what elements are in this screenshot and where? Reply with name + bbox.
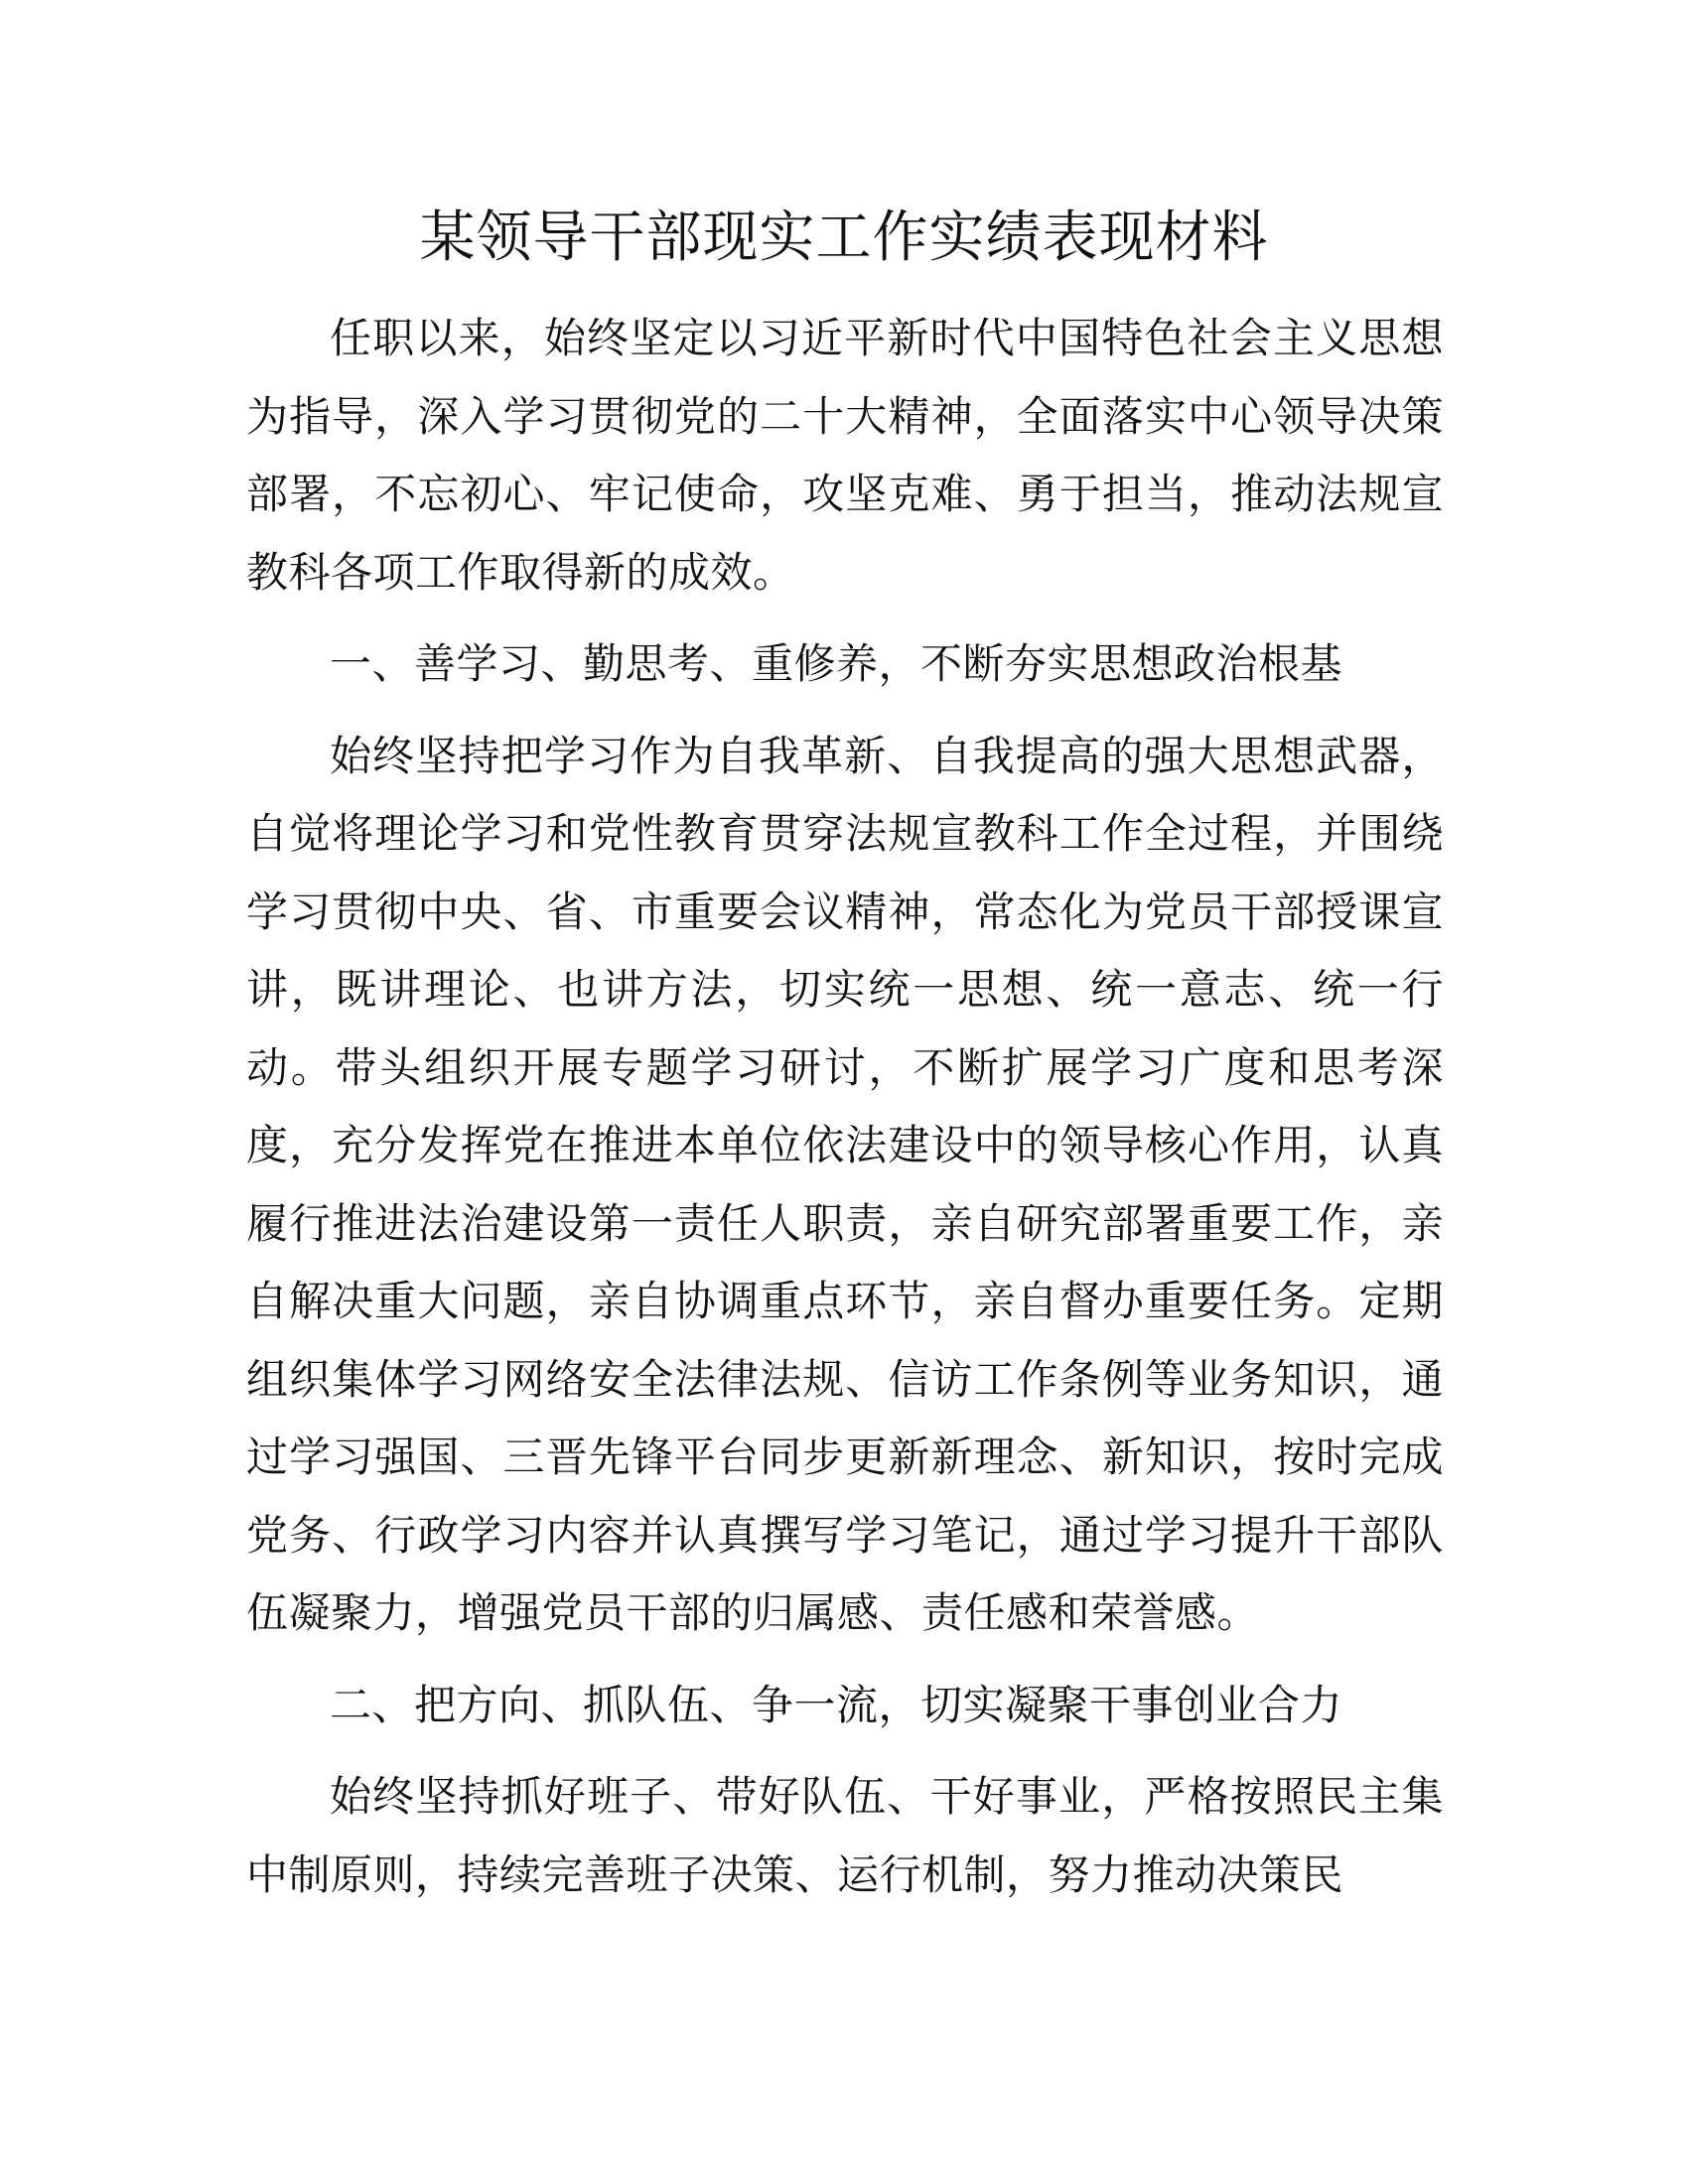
section-heading-2: 二、把方向、抓队伍、争一流，切实凝聚干事创业合力 bbox=[330, 1680, 1343, 1729]
document-body bbox=[246, 300, 1444, 1914]
section-1-paragraph: 始终坚持把学习作为自我革新、自我提高的强大思想武器，自觉将理论学习和党性教育贯穿法规宣教科工作全过程，并围绕学习贯彻中央、省、市重要会议精神，常态化为党员干部授课宣讲，既讲理论、也讲方法，切实统一思想、统一意志、统一行动。带头组织开展专题学习研讨，不断扩展学习广度和思考深度，充分发挥党在推进本单位依法建设中的领导核心作用，认真履行推进法治建设第一责任人职责，亲自研究部署重要工作，亲自解决重大问题，亲自协调重点环节，亲自督办重要任务。定期组织集体学习网络安全法律法规、信访工作条例等业务知识，通过学习强国、三晋先锋平台同步更新新理念、新知识，按时完成党务、行政学习内容并认真撰写学习笔记，通过学习提升干部队伍凝聚力，增强党员干部的归属感、责任感和荣誉感。 bbox=[246, 731, 1444, 1637]
section-2-paragraph: 始终坚持抓好班子、带好队伍、干好事业，严格按照民主集中制原则，持续完善班子决策、运行机制，努力推动决策民 bbox=[246, 1772, 1444, 1899]
document-title: 某领导干部现实工作实绩表现材料 bbox=[419, 205, 1269, 270]
section-heading-1: 一、善学习、勤思考、重修养，不断夯实思想政治根基 bbox=[330, 639, 1343, 688]
intro-paragraph: 任职以来，始终坚定以习近平新时代中国特色社会主义思想为指导，深入学习贯彻党的二十大精神，全面落实中心领导决策部署，不忘初心、牢记使命，攻坚克难、勇于担当，推动法规宣教科各项工作取得新的成效。 bbox=[246, 314, 1444, 597]
